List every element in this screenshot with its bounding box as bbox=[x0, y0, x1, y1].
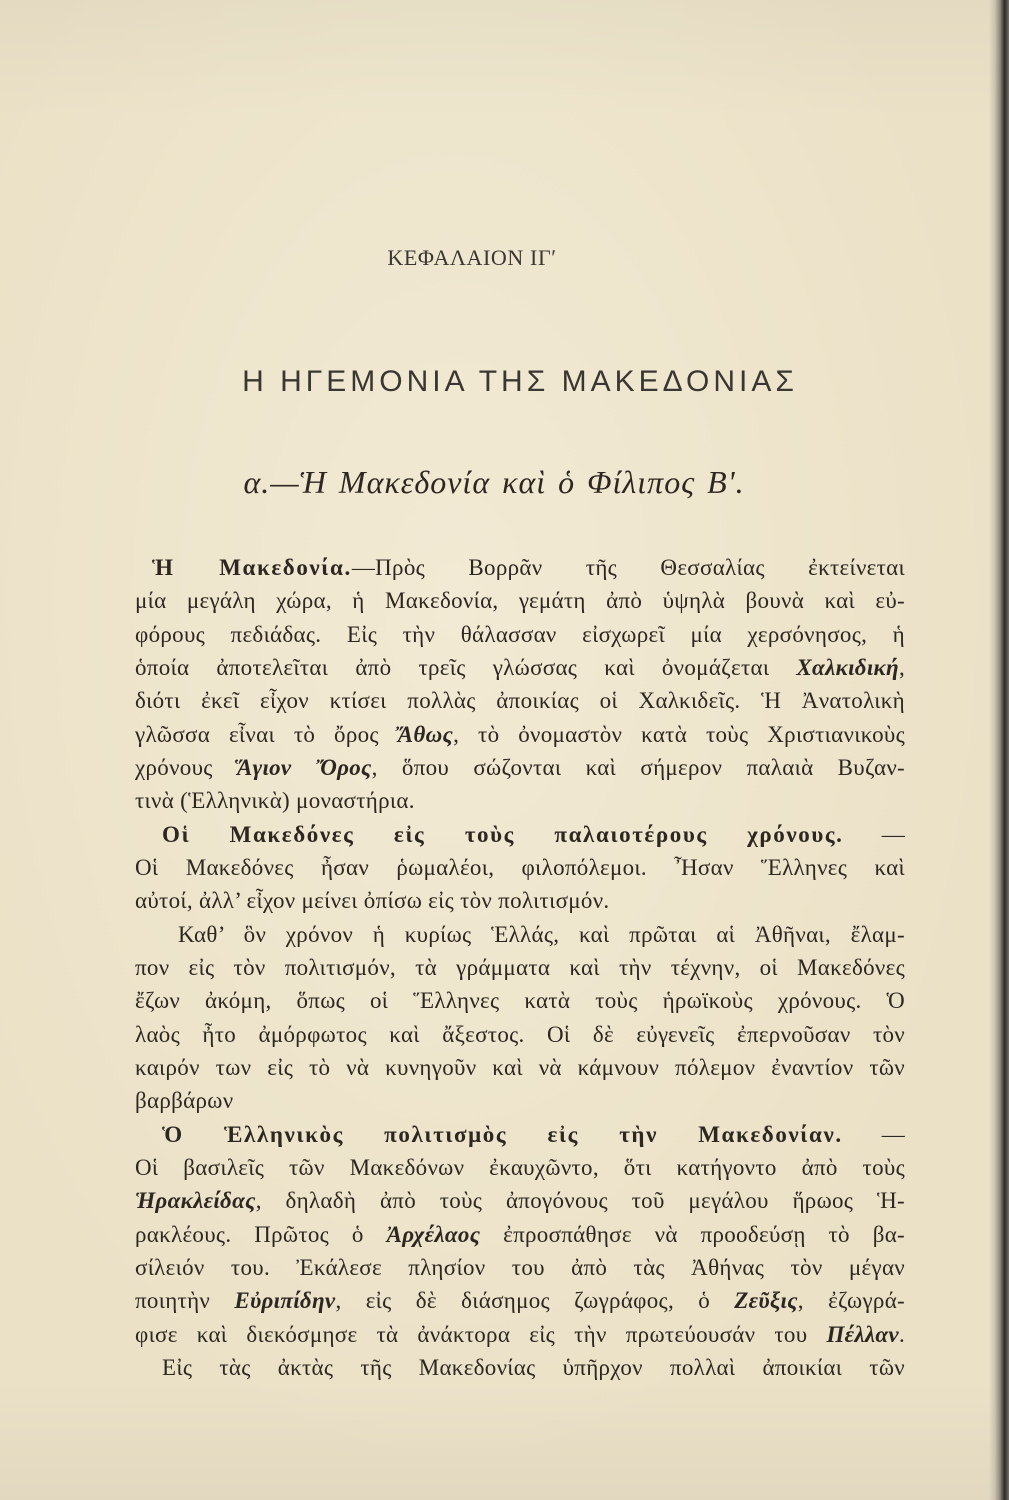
text-run: ὁποία ἀποτελεῖται ἀπὸ τρεῖς γλώσσας καὶ ὀνομάζεται bbox=[135, 654, 797, 680]
paragraph bbox=[135, 918, 905, 1118]
text-line bbox=[135, 718, 905, 751]
text-run: Καθ’ ὃν χρόνον ἡ κυρίως Ἑλλάς, καὶ πρῶται αἱ Ἀθῆναι, ἔλαμ- bbox=[178, 921, 905, 947]
emphasized-name: Ἡρακλείδας bbox=[135, 1188, 256, 1214]
text-run: —Πρὸς Βορρᾶν τῆς Θεσσαλίας ἐκτείνεται bbox=[351, 555, 905, 580]
paragraph bbox=[135, 818, 905, 918]
text-line bbox=[135, 951, 905, 984]
text-line bbox=[135, 751, 905, 784]
emphasized-name: Ἅγιον Ὄρος bbox=[236, 754, 372, 780]
text-run: τινὰ (Ἑλληνικὰ) μοναστήρια. bbox=[135, 788, 415, 814]
emphasized-name: Πέλλαν bbox=[826, 1321, 899, 1347]
text-line bbox=[135, 684, 905, 717]
text-line bbox=[135, 1084, 905, 1117]
emphasized-name: Ἀρχέλαος bbox=[386, 1221, 481, 1247]
text-line bbox=[135, 1051, 905, 1084]
text-run: φισε καὶ διεκόσμησε τὰ ἀνάκτορα εἰς τὴν πρωτεύουσάν του bbox=[135, 1321, 827, 1347]
emphasized-name: Χαλκιδική bbox=[796, 654, 899, 680]
text-line bbox=[135, 851, 905, 884]
text-line bbox=[135, 1151, 905, 1184]
text-run: . bbox=[898, 1321, 905, 1347]
text-run: βαρβάρων bbox=[135, 1088, 234, 1114]
text-run: σίλειόν του. Ἐκάλεσε πλησίον του ἀπὸ τὰς Ἀθήνας τὸν μέγαν bbox=[135, 1254, 905, 1280]
emphasized-name: Ζεῦξις bbox=[734, 1288, 798, 1314]
text-line bbox=[135, 918, 905, 951]
text-line bbox=[135, 1184, 905, 1217]
run-in-heading: Ὁ Ἑλληνικὸς πολιτισμὸς εἰς τὴν Μακεδονίαν. bbox=[162, 1121, 843, 1147]
paragraph bbox=[135, 1118, 905, 1351]
text-line bbox=[135, 818, 905, 851]
text-run: , δηλαδὴ ἀπὸ τοὺς ἀπογόνους τοῦ μεγάλου ἥρωος Ἡ- bbox=[255, 1188, 905, 1214]
text-run: ἔζων ἀκόμη, ὅπως οἱ Ἕλληνες κατὰ τοὺς ἡρωϊκοὺς χρόνους. Ὁ bbox=[135, 988, 905, 1014]
text-run: ρακλέους. Πρῶτος ὁ bbox=[135, 1221, 387, 1247]
run-in-heading: Ἡ Μακεδονία. bbox=[152, 555, 352, 580]
text-line bbox=[135, 1351, 905, 1384]
text-run: αὐτοί, ἀλλ’ εἶχον μείνει ὀπίσω εἰς τὸν πολιτισμόν. bbox=[135, 888, 610, 914]
text-line bbox=[135, 784, 905, 817]
body-text bbox=[135, 551, 905, 1384]
text-line bbox=[135, 551, 905, 584]
emphasized-name: Ἄθως bbox=[397, 721, 454, 747]
text-run: , ὅπου σώζονται καὶ σήμερον παλαιὰ Βυζαν- bbox=[371, 754, 905, 780]
section-heading: α.—Ἡ Μακεδονία καὶ ὁ Φίλιπος Βʹ. bbox=[243, 464, 745, 500]
text-run: — bbox=[842, 1121, 905, 1147]
text-run: , τὸ ὀνομαστὸν κατὰ τοὺς Χριστιανικοὺς bbox=[453, 721, 905, 747]
text-line bbox=[135, 1318, 905, 1351]
text-run: Οἱ Μακεδόνες ἦσαν ῥωμαλέοι, φιλοπόλεμοι. Ἦσαν Ἕλληνες καὶ bbox=[135, 854, 905, 880]
text-run: διότι ἐκεῖ εἶχον κτίσει πολλὰς ἀποικίας οἱ Χαλκιδεῖς. Ἡ Ἀνατολικὴ bbox=[135, 688, 905, 714]
text-line bbox=[135, 651, 905, 684]
text-run: , ἐζωγρά- bbox=[797, 1288, 906, 1314]
text-run: ἐπροσπάθησε νὰ προοδεύσῃ τὸ βα- bbox=[480, 1221, 905, 1247]
chapter-heading: ΚΕΦΑΛΑΙΟΝ ΙΓʹ bbox=[387, 245, 557, 270]
text-line bbox=[135, 1251, 905, 1284]
run-in-heading: Οἱ Μακεδόνες εἰς τοὺς παλαιοτέρους χρόνους. bbox=[162, 821, 844, 847]
text-run: γλῶσσα εἶναι τὸ ὄρος bbox=[135, 721, 398, 747]
text-line bbox=[135, 1018, 905, 1051]
emphasized-name: Εὐριπίδην bbox=[234, 1288, 336, 1314]
text-line bbox=[135, 984, 905, 1017]
text-run: πον εἰς τὸν πολιτισμόν, τὰ γράμματα καὶ τὴν τέχνην, οἱ Μακεδόνες bbox=[135, 954, 905, 980]
text-line bbox=[135, 584, 905, 617]
text-line bbox=[135, 884, 905, 917]
text-run: , εἰς δὲ διάσημος ζωγράφος, ὁ bbox=[335, 1288, 735, 1314]
chapter-title: Η ΗΓΕΜΟΝΙΑ ΤΗΣ ΜΑΚΕΔΟΝΙΑΣ bbox=[242, 365, 798, 398]
text-line bbox=[135, 1118, 905, 1151]
text-run: μία μεγάλη χώρα, ἡ Μακεδονία, γεμάτη ἀπὸ ὑψηλὰ βουνὰ καὶ εὐ- bbox=[135, 588, 905, 614]
paragraph bbox=[135, 551, 905, 818]
text-run: φόρους πεδιάδας. Εἰς τὴν θάλασσαν εἰσχωρεῖ μία χερσόνησος, ἡ bbox=[135, 621, 905, 647]
text-line bbox=[135, 618, 905, 651]
text-run: — bbox=[843, 821, 905, 847]
paragraph bbox=[135, 1351, 905, 1384]
text-run: λαὸς ἦτο ἀμόρφωτος καὶ ἄξεστος. Οἱ δὲ εὐγενεῖς ἐπερνοῦσαν τὸν bbox=[135, 1021, 905, 1047]
text-run: ποιητὴν bbox=[135, 1288, 235, 1314]
text-run: χρόνους bbox=[135, 754, 237, 780]
text-line bbox=[135, 1284, 905, 1317]
text-run: Εἰς τὰς ἀκτὰς τῆς Μακεδονίας ὑπῆρχον πολλαὶ ἀποικίαι τῶν bbox=[162, 1354, 905, 1380]
text-line bbox=[135, 1218, 905, 1251]
text-run: Οἱ βασιλεῖς τῶν Μακεδόνων ἐκαυχῶντο, ὅτι κατήγοντο ἀπὸ τοὺς bbox=[135, 1154, 905, 1180]
text-run: , bbox=[898, 654, 905, 680]
binding-edge bbox=[989, 0, 1009, 1500]
text-run: καιρόν των εἰς τὸ νὰ κυνηγοῦν καὶ νὰ κάμνουν πόλεμον ἐναντίον τῶν bbox=[135, 1054, 905, 1080]
